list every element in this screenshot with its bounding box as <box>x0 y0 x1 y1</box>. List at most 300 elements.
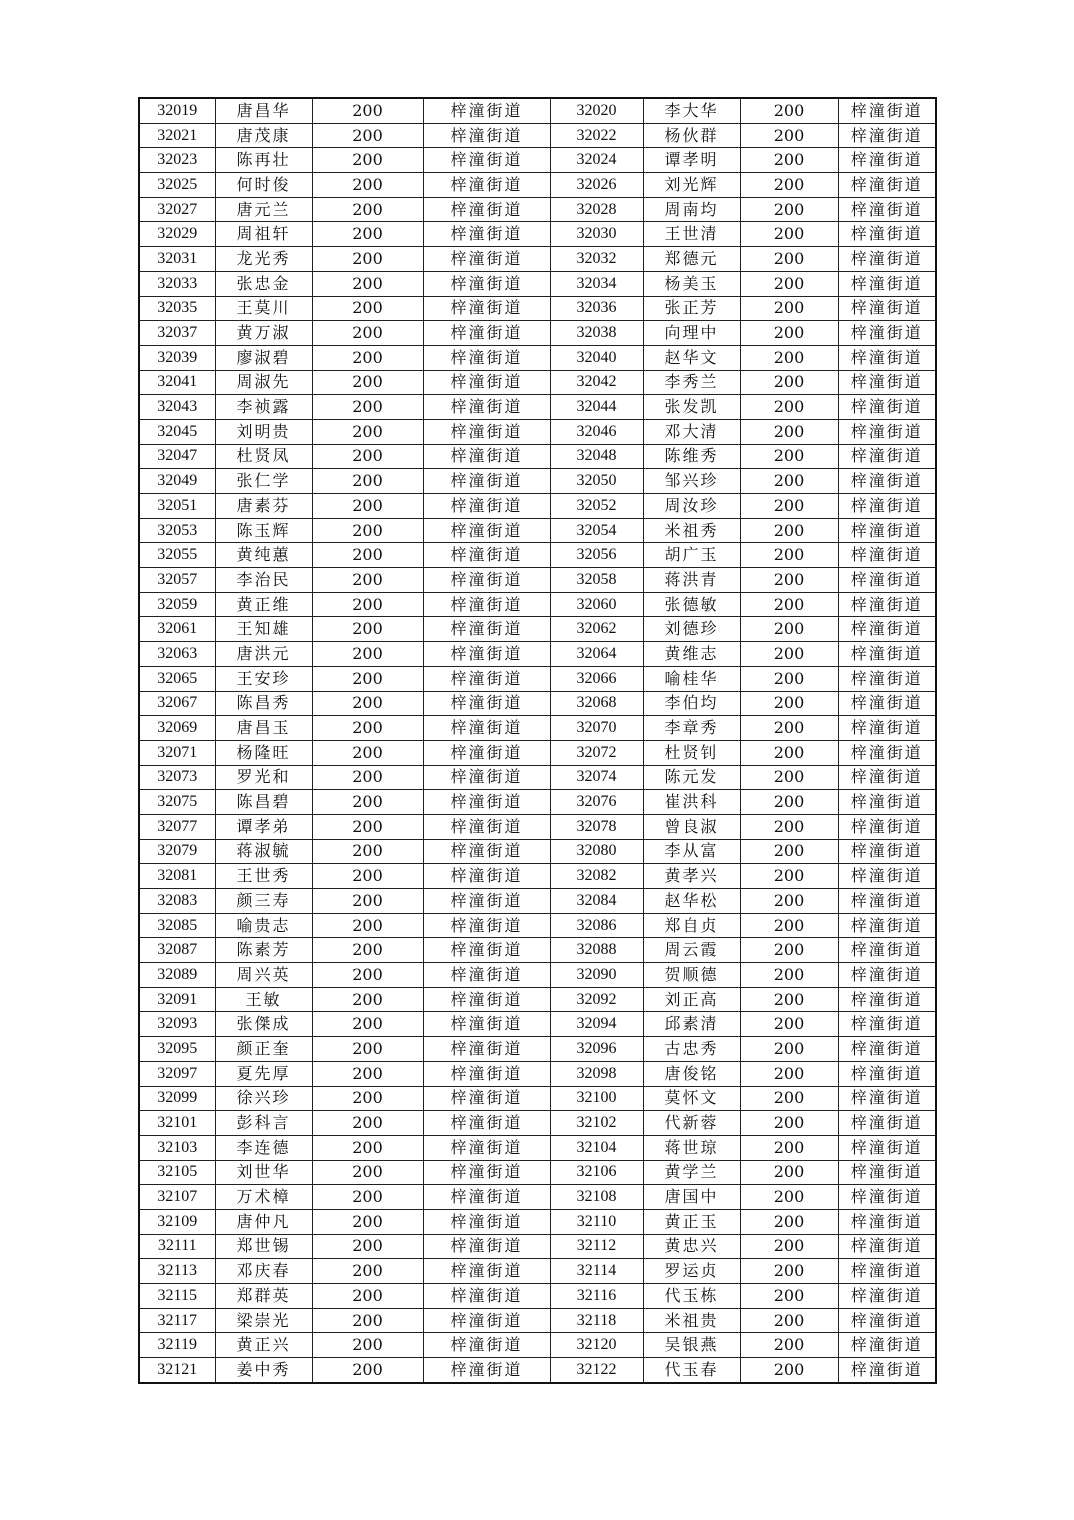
amount-cell: 200 <box>312 1308 423 1333</box>
subdistrict-cell: 梓潼街道 <box>423 419 550 444</box>
person-name-cell: 李治民 <box>215 568 312 593</box>
amount-cell: 200 <box>312 419 423 444</box>
subdistrict-cell: 梓潼街道 <box>838 98 936 123</box>
record-id-cell: 32078 <box>550 814 643 839</box>
table-row <box>139 1135 936 1160</box>
amount-cell: 200 <box>740 716 838 741</box>
record-id-cell: 32091 <box>139 987 215 1012</box>
amount-cell: 200 <box>312 1037 423 1062</box>
table-row <box>139 1234 936 1259</box>
subdistrict-cell: 梓潼街道 <box>838 321 936 346</box>
person-name-cell: 黄维志 <box>643 642 740 667</box>
person-name-cell: 曾良淑 <box>643 814 740 839</box>
person-name-cell: 李秀兰 <box>643 370 740 395</box>
table-row <box>139 1037 936 1062</box>
amount-cell: 200 <box>312 765 423 790</box>
person-name-cell: 代玉栋 <box>643 1284 740 1309</box>
table-row <box>139 543 936 568</box>
person-name-cell: 米祖贵 <box>643 1308 740 1333</box>
amount-cell: 200 <box>740 247 838 272</box>
person-name-cell: 王敏 <box>215 987 312 1012</box>
subdistrict-cell: 梓潼街道 <box>838 1308 936 1333</box>
amount-cell: 200 <box>740 963 838 988</box>
table-row <box>139 247 936 272</box>
record-id-cell: 32094 <box>550 1012 643 1037</box>
record-id-cell: 32062 <box>550 617 643 642</box>
subdistrict-cell: 梓潼街道 <box>423 987 550 1012</box>
person-name-cell: 邓庆春 <box>215 1259 312 1284</box>
amount-cell: 200 <box>740 1086 838 1111</box>
record-id-cell: 32038 <box>550 321 643 346</box>
subdistrict-cell: 梓潼街道 <box>838 370 936 395</box>
person-name-cell: 黄万淑 <box>215 321 312 346</box>
person-name-cell: 何时俊 <box>215 173 312 198</box>
record-id-cell: 32028 <box>550 197 643 222</box>
amount-cell: 200 <box>312 271 423 296</box>
amount-cell: 200 <box>312 1284 423 1309</box>
amount-cell: 200 <box>312 1358 423 1383</box>
table-row <box>139 913 936 938</box>
subdistrict-cell: 梓潼街道 <box>423 271 550 296</box>
amount-cell: 200 <box>740 592 838 617</box>
amount-cell: 200 <box>312 1185 423 1210</box>
table-row <box>139 148 936 173</box>
record-id-cell: 32099 <box>139 1086 215 1111</box>
table-row <box>139 691 936 716</box>
person-name-cell: 唐元兰 <box>215 197 312 222</box>
record-id-cell: 32107 <box>139 1185 215 1210</box>
record-id-cell: 32100 <box>550 1086 643 1111</box>
subdistrict-cell: 梓潼街道 <box>423 814 550 839</box>
record-id-cell: 32047 <box>139 444 215 469</box>
amount-cell: 200 <box>312 814 423 839</box>
table-row <box>139 1160 936 1185</box>
record-id-cell: 32116 <box>550 1284 643 1309</box>
subdistrict-cell: 梓潼街道 <box>838 1234 936 1259</box>
table-row <box>139 345 936 370</box>
table-row <box>139 839 936 864</box>
subdistrict-cell: 梓潼街道 <box>423 913 550 938</box>
person-name-cell: 万术樟 <box>215 1185 312 1210</box>
subdistrict-cell: 梓潼街道 <box>838 1209 936 1234</box>
person-name-cell: 贺顺德 <box>643 963 740 988</box>
record-id-cell: 32023 <box>139 148 215 173</box>
subdistrict-cell: 梓潼街道 <box>423 592 550 617</box>
subdistrict-cell: 梓潼街道 <box>423 395 550 420</box>
amount-cell: 200 <box>312 1135 423 1160</box>
person-name-cell: 米祖秀 <box>643 518 740 543</box>
amount-cell: 200 <box>740 494 838 519</box>
subdistrict-cell: 梓潼街道 <box>838 889 936 914</box>
record-id-cell: 32075 <box>139 790 215 815</box>
record-id-cell: 32061 <box>139 617 215 642</box>
table-row <box>139 765 936 790</box>
amount-cell: 200 <box>740 987 838 1012</box>
amount-cell: 200 <box>312 913 423 938</box>
amount-cell: 200 <box>740 173 838 198</box>
record-id-cell: 32111 <box>139 1234 215 1259</box>
amount-cell: 200 <box>312 716 423 741</box>
table-row <box>139 1333 936 1358</box>
table-row <box>139 518 936 543</box>
person-name-cell: 刘正高 <box>643 987 740 1012</box>
subdistrict-cell: 梓潼街道 <box>838 1037 936 1062</box>
subdistrict-cell: 梓潼街道 <box>423 889 550 914</box>
subdistrict-cell: 梓潼街道 <box>423 1209 550 1234</box>
record-id-cell: 32050 <box>550 469 643 494</box>
subdistrict-cell: 梓潼街道 <box>838 938 936 963</box>
subdistrict-cell: 梓潼街道 <box>838 1086 936 1111</box>
person-name-cell: 代玉春 <box>643 1358 740 1383</box>
person-name-cell: 黄学兰 <box>643 1160 740 1185</box>
person-name-cell: 姜中秀 <box>215 1358 312 1383</box>
person-name-cell: 莫怀文 <box>643 1086 740 1111</box>
subdistrict-cell: 梓潼街道 <box>423 197 550 222</box>
person-name-cell: 陈玉辉 <box>215 518 312 543</box>
subdistrict-cell: 梓潼街道 <box>423 98 550 123</box>
table-row <box>139 1209 936 1234</box>
person-name-cell: 唐俊铭 <box>643 1061 740 1086</box>
table-row <box>139 642 936 667</box>
table-row <box>139 814 936 839</box>
amount-cell: 200 <box>740 1308 838 1333</box>
person-name-cell: 崔洪科 <box>643 790 740 815</box>
record-id-cell: 32079 <box>139 839 215 864</box>
record-id-cell: 32064 <box>550 642 643 667</box>
amount-cell: 200 <box>312 296 423 321</box>
record-id-cell: 32049 <box>139 469 215 494</box>
amount-cell: 200 <box>740 148 838 173</box>
subdistrict-cell: 梓潼街道 <box>423 839 550 864</box>
person-name-cell: 吴银燕 <box>643 1333 740 1358</box>
subdistrict-cell: 梓潼街道 <box>838 148 936 173</box>
person-name-cell: 杨美玉 <box>643 271 740 296</box>
person-name-cell: 李伯均 <box>643 691 740 716</box>
person-name-cell: 杜贤凤 <box>215 444 312 469</box>
person-name-cell: 廖淑碧 <box>215 345 312 370</box>
record-id-cell: 32034 <box>550 271 643 296</box>
amount-cell: 200 <box>740 814 838 839</box>
amount-cell: 200 <box>312 1209 423 1234</box>
amount-cell: 200 <box>312 123 423 148</box>
subdistrict-cell: 梓潼街道 <box>423 1086 550 1111</box>
person-name-cell: 向理中 <box>643 321 740 346</box>
amount-cell: 200 <box>312 98 423 123</box>
amount-cell: 200 <box>740 1284 838 1309</box>
table-row <box>139 666 936 691</box>
person-name-cell: 张忠金 <box>215 271 312 296</box>
amount-cell: 200 <box>740 740 838 765</box>
amount-cell: 200 <box>740 1037 838 1062</box>
subdistrict-cell: 梓潼街道 <box>423 1061 550 1086</box>
amount-cell: 200 <box>740 222 838 247</box>
subdistrict-cell: 梓潼街道 <box>838 395 936 420</box>
subdistrict-cell: 梓潼街道 <box>838 913 936 938</box>
person-name-cell: 谭孝明 <box>643 148 740 173</box>
record-id-cell: 32029 <box>139 222 215 247</box>
record-id-cell: 32020 <box>550 98 643 123</box>
record-id-cell: 32076 <box>550 790 643 815</box>
record-id-cell: 32120 <box>550 1333 643 1358</box>
subdistrict-cell: 梓潼街道 <box>423 642 550 667</box>
person-name-cell: 罗光和 <box>215 765 312 790</box>
amount-cell: 200 <box>312 1333 423 1358</box>
amount-cell: 200 <box>312 395 423 420</box>
amount-cell: 200 <box>312 691 423 716</box>
amount-cell: 200 <box>312 173 423 198</box>
subdistrict-cell: 梓潼街道 <box>838 123 936 148</box>
subdistrict-cell: 梓潼街道 <box>423 321 550 346</box>
subdistrict-cell: 梓潼街道 <box>423 1308 550 1333</box>
subdistrict-cell: 梓潼街道 <box>423 617 550 642</box>
record-id-cell: 32032 <box>550 247 643 272</box>
record-id-cell: 32098 <box>550 1061 643 1086</box>
table-row <box>139 889 936 914</box>
subdistrict-cell: 梓潼街道 <box>423 691 550 716</box>
amount-cell: 200 <box>312 148 423 173</box>
subdistrict-cell: 梓潼街道 <box>423 444 550 469</box>
subdistrict-cell: 梓潼街道 <box>423 1135 550 1160</box>
subdistrict-cell: 梓潼街道 <box>423 173 550 198</box>
amount-cell: 200 <box>740 765 838 790</box>
amount-cell: 200 <box>740 1234 838 1259</box>
record-id-cell: 32117 <box>139 1308 215 1333</box>
person-name-cell: 刘光辉 <box>643 173 740 198</box>
subdistrict-cell: 梓潼街道 <box>838 740 936 765</box>
subdistrict-cell: 梓潼街道 <box>423 765 550 790</box>
table-row <box>139 963 936 988</box>
subdistrict-cell: 梓潼街道 <box>423 864 550 889</box>
table-row <box>139 444 936 469</box>
record-id-cell: 32097 <box>139 1061 215 1086</box>
amount-cell: 200 <box>312 1160 423 1185</box>
record-id-cell: 32081 <box>139 864 215 889</box>
table-row <box>139 98 936 123</box>
record-id-cell: 32121 <box>139 1358 215 1383</box>
person-name-cell: 喻桂华 <box>643 666 740 691</box>
amount-cell: 200 <box>740 370 838 395</box>
amount-cell: 200 <box>740 321 838 346</box>
amount-cell: 200 <box>740 518 838 543</box>
roster-body <box>139 98 936 1383</box>
person-name-cell: 蒋洪青 <box>643 568 740 593</box>
table-row <box>139 1012 936 1037</box>
subdistrict-cell: 梓潼街道 <box>423 938 550 963</box>
amount-cell: 200 <box>312 197 423 222</box>
person-name-cell: 杜贤钊 <box>643 740 740 765</box>
person-name-cell: 周南均 <box>643 197 740 222</box>
person-name-cell: 唐仲凡 <box>215 1209 312 1234</box>
record-id-cell: 32055 <box>139 543 215 568</box>
table-row <box>139 419 936 444</box>
person-name-cell: 黄正维 <box>215 592 312 617</box>
subdistrict-cell: 梓潼街道 <box>838 222 936 247</box>
amount-cell: 200 <box>312 864 423 889</box>
record-id-cell: 32069 <box>139 716 215 741</box>
person-name-cell: 邓大清 <box>643 419 740 444</box>
person-name-cell: 王安珍 <box>215 666 312 691</box>
person-name-cell: 王世清 <box>643 222 740 247</box>
record-id-cell: 32021 <box>139 123 215 148</box>
record-id-cell: 32067 <box>139 691 215 716</box>
subdistrict-cell: 梓潼街道 <box>838 197 936 222</box>
amount-cell: 200 <box>312 790 423 815</box>
record-id-cell: 32118 <box>550 1308 643 1333</box>
record-id-cell: 32036 <box>550 296 643 321</box>
subdistrict-cell: 梓潼街道 <box>423 1284 550 1309</box>
person-name-cell: 李祯露 <box>215 395 312 420</box>
subdistrict-cell: 梓潼街道 <box>838 1061 936 1086</box>
person-name-cell: 张正芳 <box>643 296 740 321</box>
record-id-cell: 32035 <box>139 296 215 321</box>
record-id-cell: 32095 <box>139 1037 215 1062</box>
person-name-cell: 罗运贞 <box>643 1259 740 1284</box>
table-row <box>139 173 936 198</box>
record-id-cell: 32039 <box>139 345 215 370</box>
subdistrict-cell: 梓潼街道 <box>423 1234 550 1259</box>
record-id-cell: 32115 <box>139 1284 215 1309</box>
amount-cell: 200 <box>740 395 838 420</box>
person-name-cell: 刘明贵 <box>215 419 312 444</box>
subdistrict-cell: 梓潼街道 <box>838 617 936 642</box>
amount-cell: 200 <box>740 691 838 716</box>
record-id-cell: 32058 <box>550 568 643 593</box>
record-id-cell: 32044 <box>550 395 643 420</box>
person-name-cell: 郑群英 <box>215 1284 312 1309</box>
person-name-cell: 郑自贞 <box>643 913 740 938</box>
amount-cell: 200 <box>312 889 423 914</box>
amount-cell: 200 <box>740 1259 838 1284</box>
record-id-cell: 32048 <box>550 444 643 469</box>
amount-cell: 200 <box>312 444 423 469</box>
record-id-cell: 32074 <box>550 765 643 790</box>
subdistrict-cell: 梓潼街道 <box>423 1012 550 1037</box>
person-name-cell: 周淑先 <box>215 370 312 395</box>
subdistrict-cell: 梓潼街道 <box>838 987 936 1012</box>
person-name-cell: 李大华 <box>643 98 740 123</box>
amount-cell: 200 <box>312 1012 423 1037</box>
person-name-cell: 张仁学 <box>215 469 312 494</box>
person-name-cell: 胡广玉 <box>643 543 740 568</box>
record-id-cell: 32092 <box>550 987 643 1012</box>
table-row <box>139 395 936 420</box>
record-id-cell: 32041 <box>139 370 215 395</box>
table-row <box>139 296 936 321</box>
record-id-cell: 32046 <box>550 419 643 444</box>
subdistrict-cell: 梓潼街道 <box>423 1259 550 1284</box>
subdistrict-cell: 梓潼街道 <box>838 1333 936 1358</box>
roster-table <box>138 97 937 1384</box>
person-name-cell: 赵华松 <box>643 889 740 914</box>
amount-cell: 200 <box>312 321 423 346</box>
subdistrict-cell: 梓潼街道 <box>838 1111 936 1136</box>
subdistrict-cell: 梓潼街道 <box>838 1160 936 1185</box>
record-id-cell: 32106 <box>550 1160 643 1185</box>
record-id-cell: 32053 <box>139 518 215 543</box>
subdistrict-cell: 梓潼街道 <box>423 568 550 593</box>
subdistrict-cell: 梓潼街道 <box>838 765 936 790</box>
person-name-cell: 古忠秀 <box>643 1037 740 1062</box>
record-id-cell: 32025 <box>139 173 215 198</box>
record-id-cell: 32022 <box>550 123 643 148</box>
person-name-cell: 李连德 <box>215 1135 312 1160</box>
table-row <box>139 321 936 346</box>
person-name-cell: 杨伙群 <box>643 123 740 148</box>
amount-cell: 200 <box>312 642 423 667</box>
table-row <box>139 716 936 741</box>
table-row <box>139 123 936 148</box>
table-row <box>139 469 936 494</box>
subdistrict-cell: 梓潼街道 <box>423 296 550 321</box>
subdistrict-cell: 梓潼街道 <box>838 790 936 815</box>
person-name-cell: 杨隆旺 <box>215 740 312 765</box>
person-name-cell: 唐素芬 <box>215 494 312 519</box>
amount-cell: 200 <box>312 568 423 593</box>
record-id-cell: 32101 <box>139 1111 215 1136</box>
record-id-cell: 32086 <box>550 913 643 938</box>
amount-cell: 200 <box>740 271 838 296</box>
record-id-cell: 32071 <box>139 740 215 765</box>
subdistrict-cell: 梓潼街道 <box>838 469 936 494</box>
record-id-cell: 32122 <box>550 1358 643 1383</box>
record-id-cell: 32103 <box>139 1135 215 1160</box>
subdistrict-cell: 梓潼街道 <box>838 864 936 889</box>
amount-cell: 200 <box>312 345 423 370</box>
amount-cell: 200 <box>312 494 423 519</box>
person-name-cell: 夏先厚 <box>215 1061 312 1086</box>
subdistrict-cell: 梓潼街道 <box>838 543 936 568</box>
amount-cell: 200 <box>312 987 423 1012</box>
record-id-cell: 32072 <box>550 740 643 765</box>
person-name-cell: 徐兴珍 <box>215 1086 312 1111</box>
record-id-cell: 32087 <box>139 938 215 963</box>
subdistrict-cell: 梓潼街道 <box>838 1358 936 1383</box>
person-name-cell: 唐洪元 <box>215 642 312 667</box>
record-id-cell: 32089 <box>139 963 215 988</box>
subdistrict-cell: 梓潼街道 <box>423 716 550 741</box>
amount-cell: 200 <box>740 1135 838 1160</box>
amount-cell: 200 <box>740 1160 838 1185</box>
subdistrict-cell: 梓潼街道 <box>838 247 936 272</box>
amount-cell: 200 <box>312 617 423 642</box>
table-row <box>139 222 936 247</box>
person-name-cell: 陈再壮 <box>215 148 312 173</box>
subdistrict-cell: 梓潼街道 <box>838 296 936 321</box>
record-id-cell: 32040 <box>550 345 643 370</box>
amount-cell: 200 <box>740 296 838 321</box>
person-name-cell: 李章秀 <box>643 716 740 741</box>
person-name-cell: 黄忠兴 <box>643 1234 740 1259</box>
record-id-cell: 32065 <box>139 666 215 691</box>
record-id-cell: 32105 <box>139 1160 215 1185</box>
person-name-cell: 张发凯 <box>643 395 740 420</box>
subdistrict-cell: 梓潼街道 <box>838 444 936 469</box>
table-row <box>139 1259 936 1284</box>
person-name-cell: 陈维秀 <box>643 444 740 469</box>
person-name-cell: 周兴英 <box>215 963 312 988</box>
person-name-cell: 唐昌玉 <box>215 716 312 741</box>
amount-cell: 200 <box>740 913 838 938</box>
amount-cell: 200 <box>740 1333 838 1358</box>
table-row <box>139 1308 936 1333</box>
record-id-cell: 32113 <box>139 1259 215 1284</box>
person-name-cell: 郑世锡 <box>215 1234 312 1259</box>
subdistrict-cell: 梓潼街道 <box>838 814 936 839</box>
record-id-cell: 32019 <box>139 98 215 123</box>
subdistrict-cell: 梓潼街道 <box>423 518 550 543</box>
record-id-cell: 32112 <box>550 1234 643 1259</box>
subdistrict-cell: 梓潼街道 <box>423 123 550 148</box>
